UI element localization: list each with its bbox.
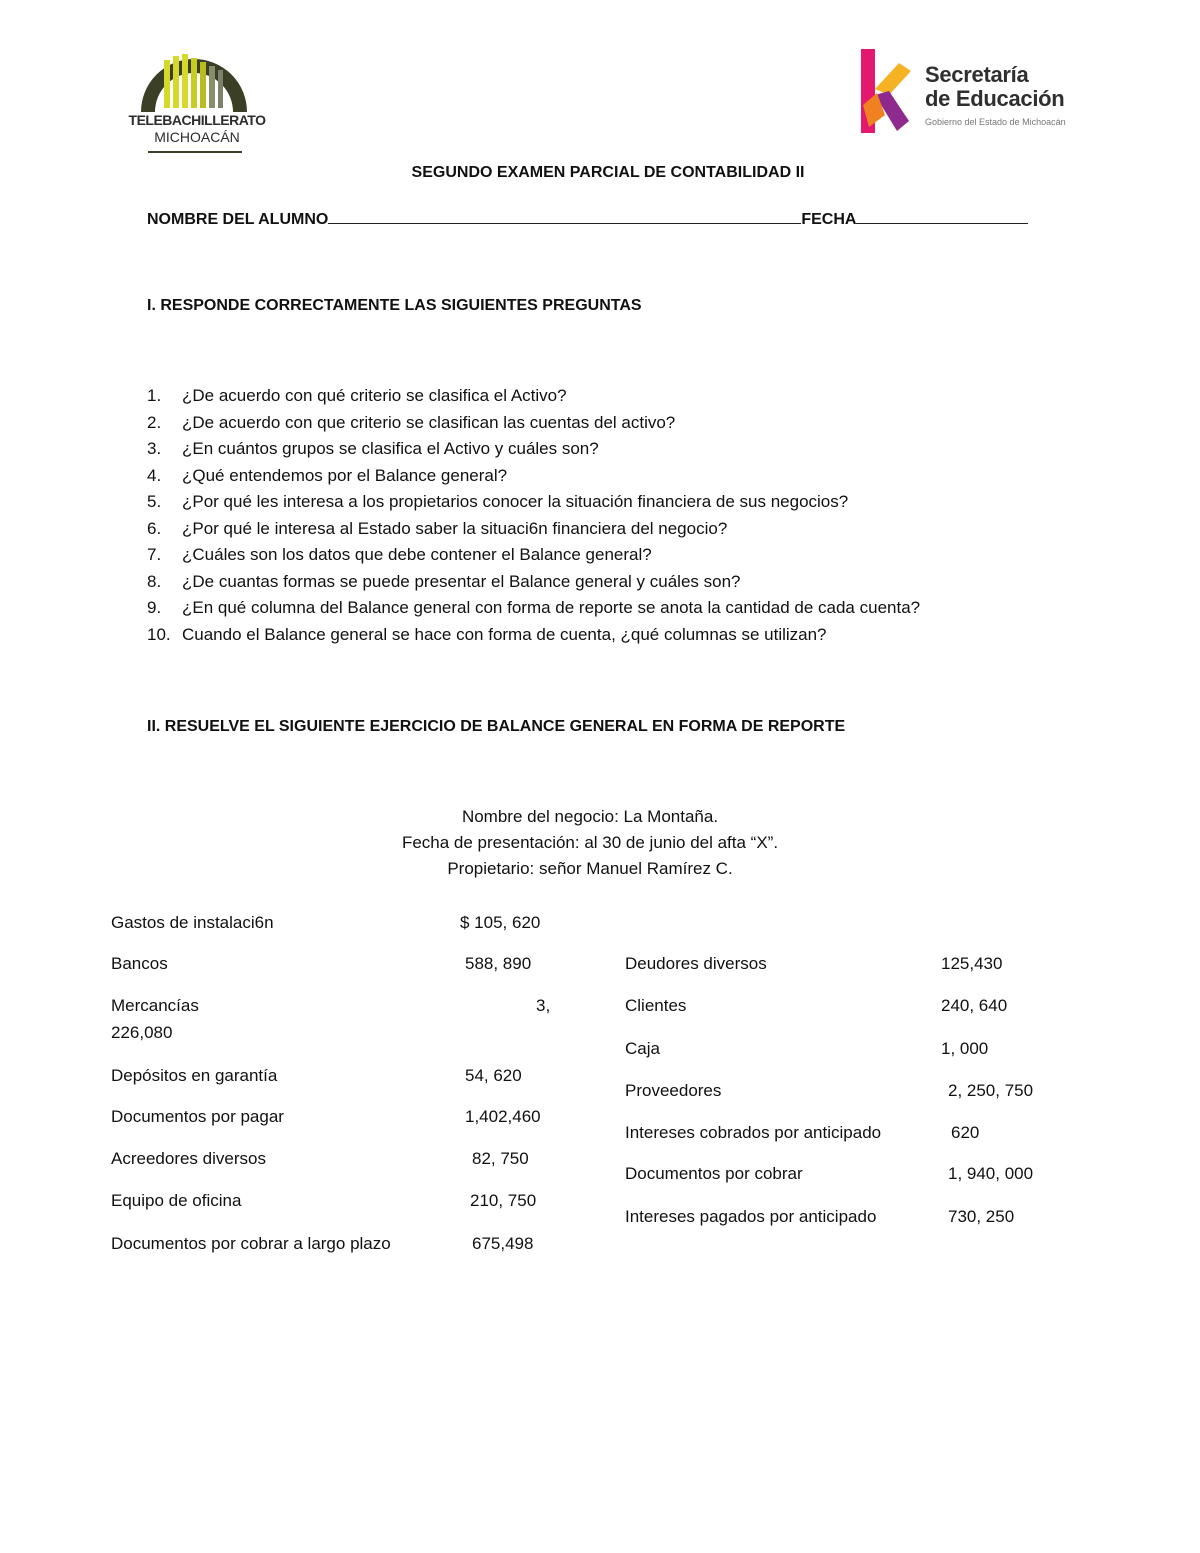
right-account-name: Clientes <box>625 996 687 1015</box>
question-item: 7. ¿Cuáles son los datos que debe contener el Balance general? <box>147 545 652 564</box>
left-account-name: Mercancías <box>111 996 199 1015</box>
right-account-name: Intereses cobrados por anticipado <box>625 1123 882 1142</box>
right-account-name: Deudores diversos <box>625 954 767 973</box>
question-item: 3. ¿En cuántos grupos se clasifica el Activo y cuáles son? <box>147 439 599 458</box>
right-account-amount: 1, 940, 000 <box>948 1164 1034 1183</box>
student-name-label: NOMBRE DEL ALUMNO <box>147 211 329 228</box>
left-account-amount: 588, 890 <box>465 954 532 973</box>
exam-title: SEGUNDO EXAMEN PARCIAL DE CONTABILIDAD II <box>411 164 805 181</box>
business-name: Nombre del negocio: La Montaña. <box>461 807 719 826</box>
question-item: 2. ¿De acuerdo con que criterio se clasifican las cuentas del activo? <box>147 412 676 432</box>
right-account-name: Intereses pagados por anticipado <box>625 1207 877 1226</box>
left-account-amount: 210, 750 <box>470 1191 537 1210</box>
question-item: 9. ¿En qué columna del Balance general con forma de reporte se anota la cantidad de cada cuenta? <box>147 598 921 617</box>
section2-heading: II. RESUELVE EL SIGUIENTE EJERCICIO DE BALANCE GENERAL EN FORMA DE REPORTE <box>147 718 846 735</box>
secretaria-educacion-logo <box>855 45 1095 140</box>
right-account-amount: 730, 250 <box>948 1207 1015 1226</box>
student-info-line <box>147 209 1028 229</box>
right-account-amount: 2, 250, 750 <box>948 1081 1034 1100</box>
logo-left-line2: MICHOACÁN <box>154 129 240 145</box>
left-account-name: Bancos <box>111 954 168 973</box>
left-account-name: Depósitos en garantía <box>111 1066 278 1085</box>
left-account-amount: $ 105, 620 <box>460 913 541 932</box>
question-item: 4. ¿Qué entendemos por el Balance general? <box>147 465 508 485</box>
left-account-amount-cont: 226,080 <box>111 1023 173 1042</box>
right-account-amount: 240, 640 <box>941 996 1008 1015</box>
left-account-name: Acreedores diversos <box>111 1149 266 1168</box>
right-account-name: Caja <box>625 1039 660 1058</box>
question-item: 10. Cuando el Balance general se hace con forma de cuenta, ¿qué columnas se utilizan? <box>147 624 827 644</box>
right-account-amount: 125,430 <box>941 954 1003 973</box>
left-account-amount: 675,498 <box>472 1234 534 1253</box>
right-account-amount: 1, 000 <box>941 1039 989 1058</box>
presentation-date: Fecha de presentación: al 30 de junio del afta “X”. <box>401 833 779 852</box>
left-account-name: Equipo de oficina <box>111 1191 242 1210</box>
right-account-name: Documentos por cobrar <box>625 1164 803 1183</box>
left-account-name: Documentos por cobrar a largo plazo <box>111 1234 391 1253</box>
date-label: FECHA <box>801 211 857 228</box>
left-account-amount: 1,402,460 <box>465 1107 541 1126</box>
student-name-blank[interactable] <box>328 209 801 224</box>
logo-right-line1: Secretaría <box>925 62 1029 87</box>
logo-right-line2: de Educación <box>925 86 1065 111</box>
left-account-amount: 54, 620 <box>465 1066 522 1085</box>
right-account-name: Proveedores <box>625 1081 722 1100</box>
right-account-amount: 620 <box>951 1123 980 1142</box>
date-blank[interactable] <box>856 209 1028 224</box>
questions-list <box>147 383 920 648</box>
owner-name: Propietario: señor Manuel Ramírez C. <box>447 859 733 878</box>
question-item: 1. ¿De acuerdo con qué criterio se clasifica el Activo? <box>147 386 567 405</box>
question-item: 5. ¿Por qué les interesa a los propietarios conocer la situación financiera de sus negocios? <box>147 492 849 511</box>
left-account-name: Gastos de instalaci6n <box>111 913 274 932</box>
logo-right-line3: Gobierno del Estado de Michoacán <box>925 117 1066 127</box>
left-account-amount: 82, 750 <box>472 1149 529 1168</box>
left-account-amount: 3, <box>536 996 551 1015</box>
k-brand-icon <box>855 45 915 137</box>
logo-left-line1: TELEBACHILLERATO <box>128 112 266 128</box>
question-item: 8. ¿De cuantas formas se puede presentar el Balance general y cuáles son? <box>147 571 741 591</box>
telebachillerato-logo <box>118 30 268 160</box>
question-item: 6. ¿Por qué le interesa al Estado saber la situaci6n financiera del negocio? <box>147 518 728 538</box>
left-account-name: Documentos por pagar <box>111 1107 284 1126</box>
section1-heading: I. RESPONDE CORRECTAMENTE LAS SIGUIENTES PREGUNTAS <box>147 297 642 314</box>
